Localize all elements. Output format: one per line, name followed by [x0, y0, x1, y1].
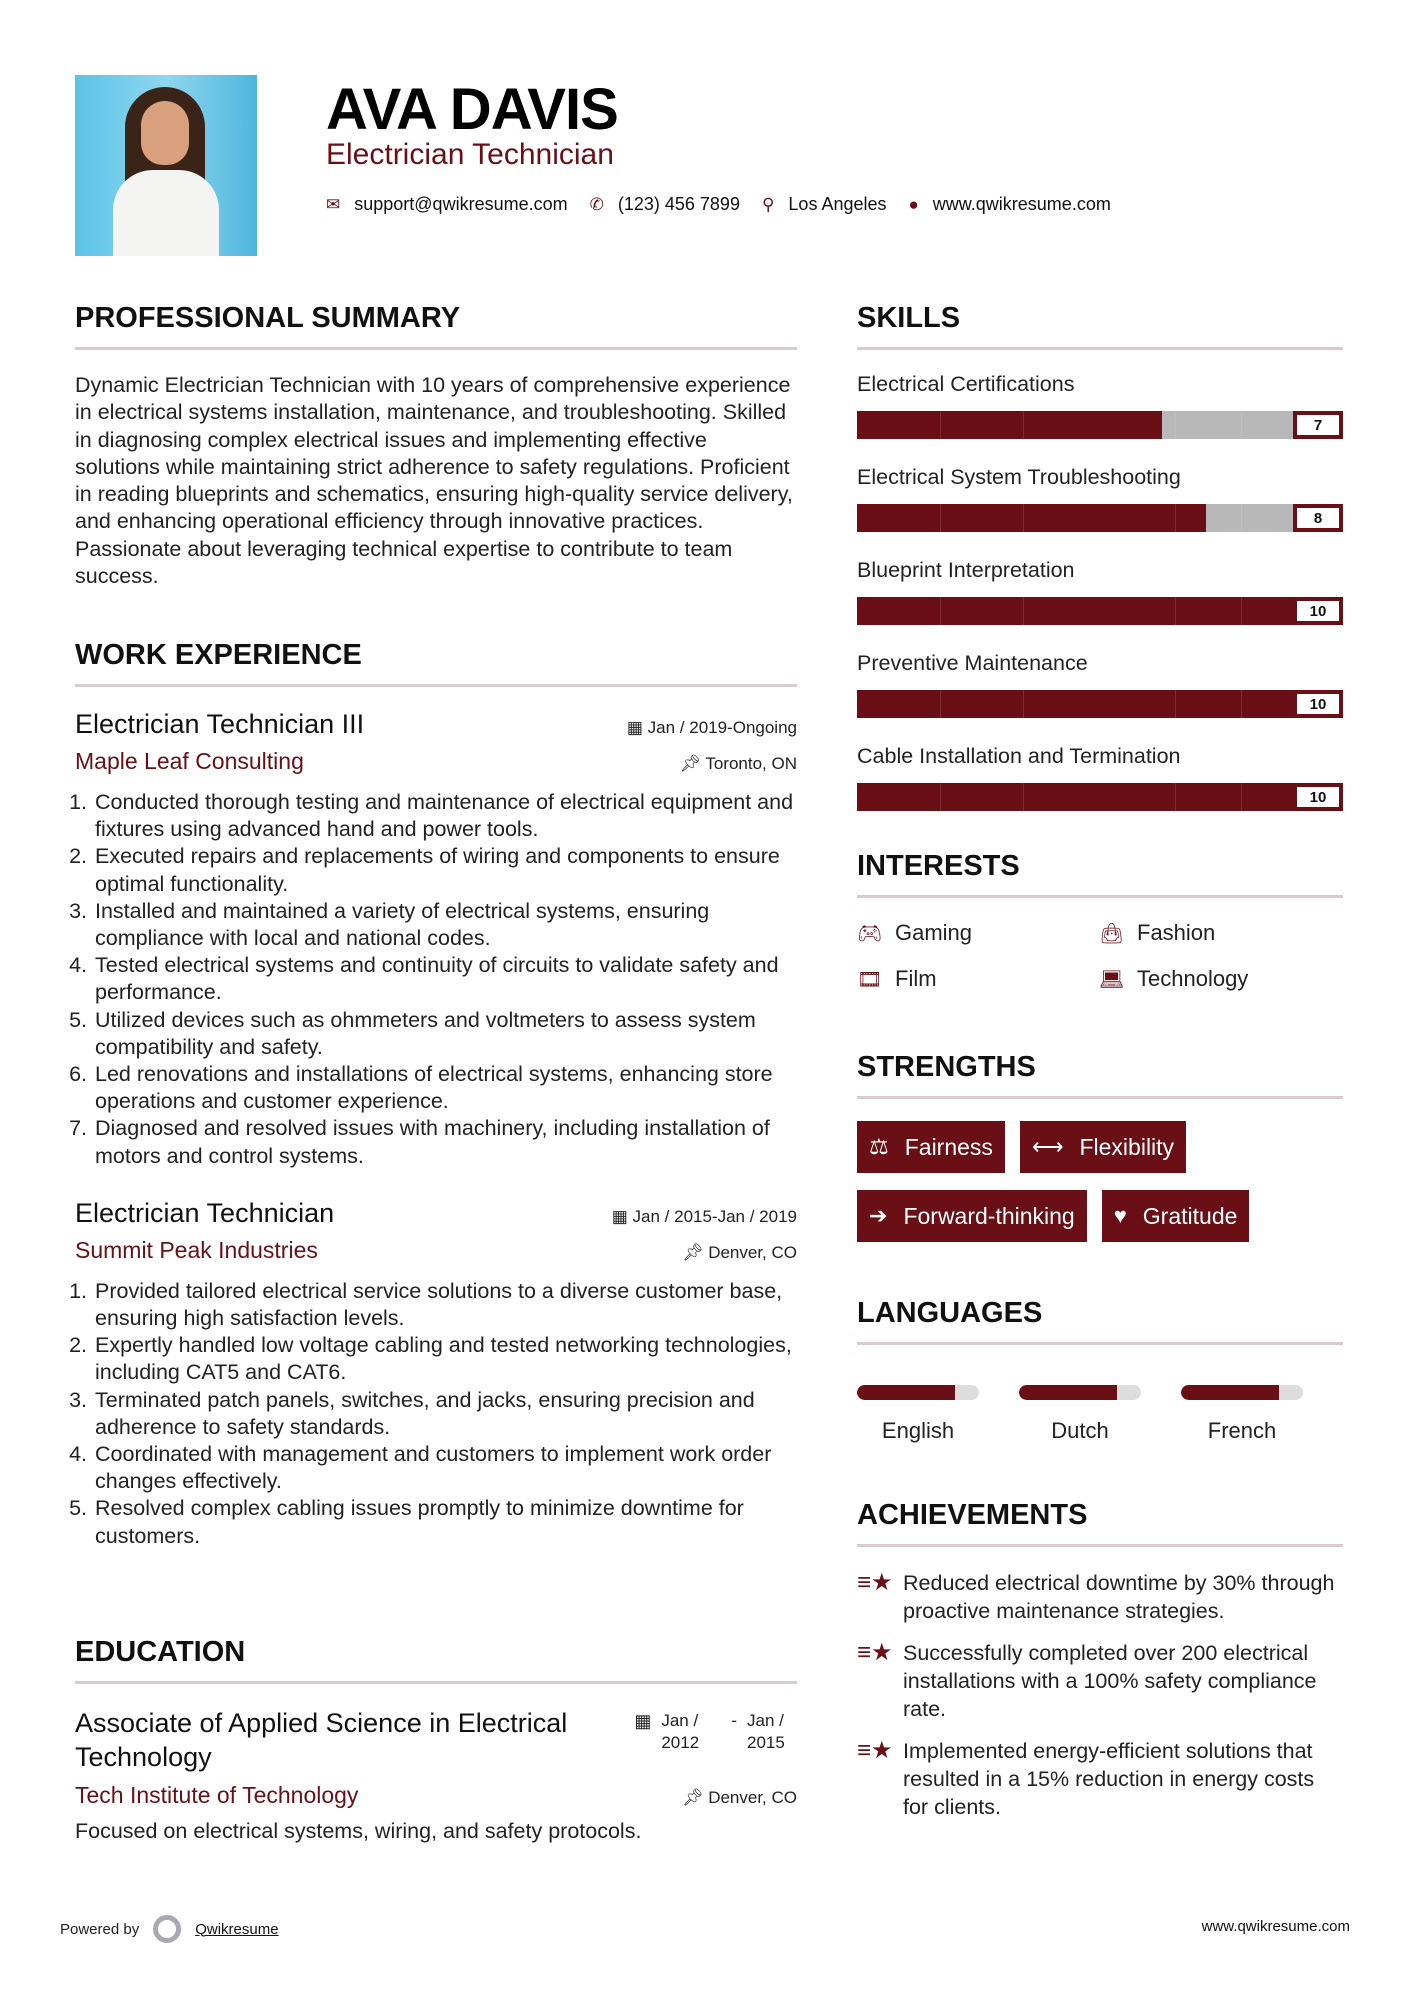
- heart-icon: ♥: [1113, 1203, 1127, 1228]
- skill-segment-divider: [940, 597, 941, 625]
- skill-segment-divider: [1023, 597, 1024, 625]
- skill-segment-divider: [940, 504, 941, 532]
- skill-segment-divider: [1175, 690, 1176, 718]
- phone-icon: ✆: [589, 194, 604, 214]
- bullet-item: 1. Conducted thorough testing and maintenance of electrical equipment and fixtures using advanced hand and power tools.: [93, 789, 797, 843]
- globe-icon: ●: [908, 194, 919, 214]
- degree-title: Associate of Applied Science in Electrical Technology: [75, 1708, 568, 1772]
- strength-tag: [857, 1190, 1087, 1242]
- skill-track: [857, 783, 1293, 811]
- job-location: [682, 1243, 797, 1263]
- candidate-title: Electrician Technician: [326, 138, 614, 171]
- footer-powered-by: [60, 1915, 279, 1943]
- language-item: [1181, 1385, 1303, 1444]
- skill-value: 10: [1293, 783, 1343, 811]
- summary-text: Dynamic Electrician Technician with 10 years of comprehensive experience in electrical systems installation, maintenance, and troubleshooting. Skilled in diagnosing complex electrical issues and implementing effective solutions while maintaining strict adherence to safety regulations. Proficient in reading blueprints and schematics, ensuring high-quality service delivery, and enhancing operational efficiency through innovative practices. Passionate about leveraging technical expertise to contribute to team success.: [75, 373, 793, 589]
- star-icon: ≡★: [857, 1569, 893, 1596]
- languages-section: [857, 1297, 1343, 1444]
- strength-label: Flexibility: [1079, 1133, 1175, 1160]
- school-location: Denver, CO: [708, 1788, 797, 1807]
- language-item: [1019, 1385, 1141, 1444]
- laptop-icon: 💻︎: [1099, 968, 1125, 991]
- job-subheader: [75, 1229, 797, 1264]
- bullet-item: 3. Installed and maintained a variety of electrical systems, ensuring compliance with local and national codes.: [93, 898, 797, 952]
- envelope-icon: ✉: [326, 194, 341, 214]
- section-heading: INTERESTS: [857, 850, 1343, 898]
- job-bullets: [75, 789, 797, 1170]
- skill-segment-divider: [1023, 783, 1024, 811]
- strength-tag: [1020, 1121, 1186, 1173]
- skill-segment-divider: [1241, 690, 1242, 718]
- education-section: [75, 1636, 797, 1844]
- section-heading: LANGUAGES: [857, 1297, 1343, 1345]
- pin-icon: 📌︎: [679, 754, 706, 773]
- skill-segment-divider: [940, 783, 941, 811]
- job-location: [679, 754, 797, 774]
- contact-phone[interactable]: (123) 456 7899: [617, 194, 740, 214]
- bullet-item: 5. Resolved complex cabling issues promptly to minimize downtime for customers.: [93, 1495, 797, 1549]
- skill-fill: [857, 411, 1162, 439]
- achievement-text: Successfully completed over 200 electrical installations with a 100% safety compliance rate.: [903, 1641, 1317, 1721]
- strength-label: Gratitude: [1142, 1202, 1238, 1229]
- skill-track: [857, 411, 1293, 439]
- job-header: [75, 1198, 797, 1229]
- bullet-item: 4. Tested electrical systems and continuity of circuits to validate safety and performance.: [93, 952, 797, 1006]
- contact-info: [326, 194, 1133, 215]
- skill-segment-divider: [1175, 597, 1176, 625]
- interests-section: [857, 850, 1343, 992]
- film-icon: 🎞︎: [857, 968, 883, 991]
- section-heading: ACHIEVEMENTS: [857, 1499, 1343, 1547]
- skill-value: 10: [1293, 690, 1343, 718]
- section-heading: STRENGTHS: [857, 1051, 1343, 1099]
- bullet-item: 4. Coordinated with management and customers to implement work order changes effectively.: [93, 1441, 797, 1495]
- school-name: Tech Institute of Technology: [75, 1782, 359, 1808]
- language-name: French: [1207, 1418, 1277, 1443]
- balance-scale-icon: ⚖: [869, 1134, 889, 1159]
- bullet-item: 3. Terminated patch panels, switches, and jacks, ensuring precision and adherence to safety standards.: [93, 1387, 797, 1441]
- skill-segment-divider: [1241, 783, 1242, 811]
- interest-item: [857, 966, 1099, 992]
- skill-name: Electrical Certifications: [857, 372, 1075, 396]
- footer-website[interactable]: www.qwikresume.com: [1201, 1918, 1350, 1935]
- skill-bar: [857, 597, 1343, 625]
- pin-icon: 📌︎: [681, 1242, 709, 1262]
- brand-link[interactable]: Qwikresume: [195, 1920, 279, 1938]
- achievement-text: Implemented energy-efficient solutions that resulted in a 15% reduction in energy costs for clients.: [903, 1739, 1315, 1819]
- contact-location: Los Angeles: [788, 194, 887, 214]
- strength-tag: [1102, 1190, 1250, 1242]
- map-marker-icon: ⚲: [761, 194, 775, 214]
- skill-track: [857, 690, 1293, 718]
- language-fill: [857, 1385, 955, 1400]
- skill-value: 8: [1293, 504, 1343, 532]
- job-dates: [612, 1207, 797, 1227]
- skill-segment-divider: [1023, 411, 1024, 439]
- date-separator: -: [731, 1711, 737, 1730]
- education-start: Jan / 2012: [661, 1711, 700, 1752]
- bullet-item: 1. Provided tailored electrical service solutions to a diverse customer base, ensuring high satisfaction levels.: [93, 1278, 797, 1332]
- bullet-item: 2. Expertly handled low voltage cabling and tested networking technologies, including CAT5 and CAT6.: [93, 1332, 797, 1386]
- skill-fill: [857, 690, 1293, 718]
- shopping-bag-icon: 👜︎: [1099, 922, 1125, 945]
- job-location-text: Toronto, ON: [705, 754, 797, 773]
- language-name: Dutch: [1051, 1418, 1109, 1443]
- job-header: [75, 709, 797, 740]
- language-item: [857, 1385, 979, 1444]
- language-bar: [1019, 1385, 1141, 1400]
- skill-bar: [857, 504, 1343, 532]
- skill-segment-divider: [1175, 504, 1176, 532]
- skill-name: Preventive Maintenance: [857, 651, 1088, 675]
- powered-by-label: Powered by: [60, 1920, 140, 1938]
- company-name: Summit Peak Industries: [75, 1236, 318, 1263]
- language-bar: [1181, 1385, 1303, 1400]
- job-subheader: [75, 740, 797, 775]
- skill-value: 7: [1293, 411, 1343, 439]
- strength-label: Forward-thinking: [903, 1202, 1075, 1229]
- skill-segment-divider: [1241, 411, 1242, 439]
- section-heading: WORK EXPERIENCE: [75, 639, 797, 687]
- job-entry: [75, 709, 797, 1170]
- skill-bar: [857, 411, 1343, 439]
- skill-fill: [857, 783, 1293, 811]
- skill-segment-divider: [940, 411, 941, 439]
- language-fill: [1181, 1385, 1279, 1400]
- section-heading: EDUCATION: [75, 1636, 797, 1684]
- interest-label: Technology: [1137, 966, 1249, 991]
- achievement-item: [857, 1737, 1343, 1821]
- interest-label: Gaming: [895, 920, 973, 945]
- job-title: Electrician Technician III: [75, 709, 365, 739]
- section-heading: PROFESSIONAL SUMMARY: [75, 302, 797, 350]
- skill-value: 10: [1293, 597, 1343, 625]
- job-title: Electrician Technician: [75, 1197, 335, 1228]
- strength-tag: [857, 1121, 1005, 1173]
- job-location-text: Denver, CO: [708, 1242, 797, 1262]
- education-description: Focused on electrical systems, wiring, and safety protocols.: [75, 1819, 642, 1843]
- skill-segment-divider: [1175, 411, 1176, 439]
- skill-track: [857, 597, 1293, 625]
- language-bar: [857, 1385, 979, 1400]
- skill-segment-divider: [1241, 597, 1242, 625]
- skill-segment-divider: [1241, 504, 1242, 532]
- skill-segment-divider: [1023, 690, 1024, 718]
- section-heading: SKILLS: [857, 302, 1343, 350]
- skill-segment-divider: [940, 690, 941, 718]
- interest-item: [1099, 966, 1341, 992]
- calendar-icon: ▦: [626, 718, 648, 737]
- interest-label: Fashion: [1137, 920, 1216, 945]
- education-end: Jan / 2015: [747, 1711, 785, 1752]
- bullet-item: 7. Diagnosed and resolved issues with machinery, including installation of motors and control systems.: [93, 1115, 797, 1169]
- job-dates-text: Jan / 2015-Jan / 2019: [632, 1206, 797, 1226]
- achievement-item: [857, 1639, 1343, 1723]
- contact-email[interactable]: support@qwikresume.com: [354, 194, 568, 214]
- calendar-icon: ▦: [611, 1206, 633, 1226]
- calendar-icon: ▦: [634, 1711, 652, 1731]
- achievement-text: Reduced electrical downtime by 30% through proactive maintenance strategies.: [903, 1571, 1335, 1623]
- job-dates: [627, 718, 797, 738]
- education-dates: [634, 1710, 797, 1754]
- arrow-right-icon: ➔: [869, 1203, 888, 1228]
- gamepad-icon: 🎮︎: [857, 922, 883, 945]
- language-fill: [1019, 1385, 1117, 1400]
- skill-segment-divider: [1023, 504, 1024, 532]
- star-icon: ≡★: [857, 1639, 893, 1666]
- star-icon: ≡★: [857, 1737, 893, 1764]
- qwikresume-logo-icon: [153, 1915, 181, 1943]
- skills-section: [857, 302, 1343, 837]
- skill-fill: [857, 504, 1206, 532]
- interest-item: [1099, 920, 1341, 946]
- skill-name: Cable Installation and Termination: [857, 744, 1181, 768]
- achievement-item: [857, 1569, 1343, 1625]
- job-entry: [75, 1198, 797, 1550]
- skill-track: [857, 504, 1293, 532]
- interest-item: [857, 920, 1099, 946]
- job-dates-text: Jan / 2019-Ongoing: [647, 718, 797, 737]
- strengths-section: [857, 1051, 1343, 1242]
- skill-name: Blueprint Interpretation: [857, 558, 1075, 582]
- experience-section: [75, 639, 797, 1550]
- skill-name: Electrical System Troubleshooting: [857, 465, 1181, 489]
- summary-section: [75, 302, 797, 590]
- contact-website[interactable]: www.qwikresume.com: [932, 194, 1111, 214]
- company-name: Maple Leaf Consulting: [75, 748, 304, 774]
- bullet-item: 6. Led renovations and installations of electrical systems, enhancing store operations and customer experience.: [93, 1061, 797, 1115]
- arrows-h-icon: ⟷: [1031, 1134, 1064, 1159]
- job-bullets: [75, 1278, 797, 1550]
- strength-label: Fairness: [904, 1133, 993, 1160]
- candidate-name: AVA DAVIS: [326, 77, 618, 142]
- pin-icon: 📌︎: [681, 1788, 709, 1807]
- skill-fill: [857, 597, 1293, 625]
- skill-bar: [857, 690, 1343, 718]
- bullet-item: 2. Executed repairs and replacements of wiring and components to ensure optimal functionality.: [93, 843, 797, 897]
- skill-bar: [857, 783, 1343, 811]
- profile-photo: [75, 75, 257, 256]
- language-name: English: [881, 1418, 955, 1443]
- skill-segment-divider: [1175, 783, 1176, 811]
- bullet-item: 5. Utilized devices such as ohmmeters and voltmeters to assess system compatibility and safety.: [93, 1007, 797, 1061]
- interest-label: Film: [895, 966, 937, 991]
- achievements-section: [857, 1499, 1343, 1835]
